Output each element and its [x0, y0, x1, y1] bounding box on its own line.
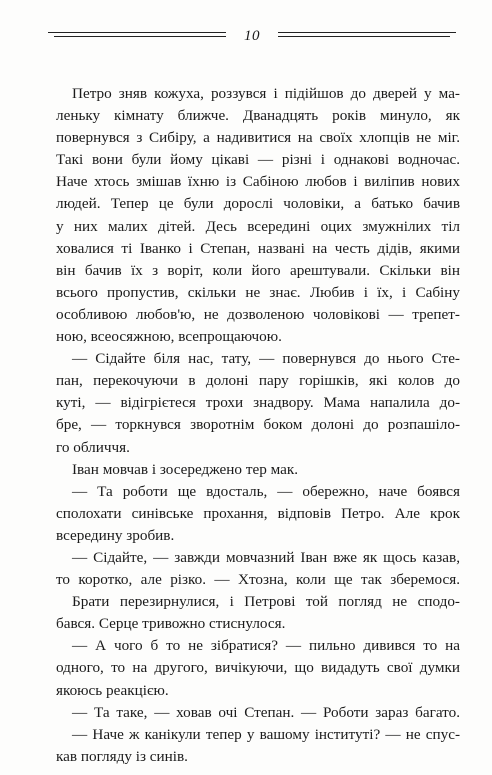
text-line: леньку кімнату ближче. Дванадцять років минуло, як — [56, 107, 460, 125]
body-text — [56, 83, 460, 768]
text-line: Наче хтось змішав їхню із Сабіною любов і виліпив нових — [56, 173, 460, 191]
text-line: бре, — торкнувся зворотнім боком долоні до розпашіло- — [56, 416, 460, 434]
text-line: то коротко, але різко. — Хтозна, коли ще так зберемося. — [56, 571, 460, 589]
text-line: — Та роботи ще вдосталь, — обережно, наче боявся — [72, 482, 460, 500]
text-line: — Та таке, — ховав очі Степан. — Роботи зараз багато. — [72, 703, 460, 721]
text-line: повернувся з Сибіру, а надивитися на своїх хлопців не міг. — [56, 129, 460, 147]
text-line: го обличчя. — [56, 438, 130, 456]
text-line: Брати перезирнулися, і Петрові той погляд не сподо- — [72, 593, 460, 611]
text-line: — Наче ж канікули тепер у вашому інституті? — не спус- — [72, 725, 460, 743]
text-line: Петро зняв кожуха, роззувся і підійшов до дверей у ма- — [72, 85, 460, 102]
text-line: — А чого б то не зібратися? — пильно дивився то на — [72, 637, 460, 655]
text-line: ною, всеосяжною, всепрощаючою. — [56, 328, 282, 346]
text-line: людей. Тепер це були дорослі чоловіки, а батько бачив — [56, 195, 460, 213]
page-header — [48, 26, 456, 46]
text-line: куті, — відігрієтеся трохи знадвору. Мама напалила до- — [56, 394, 460, 412]
text-line: він бачив їх з воріт, коли його арештували. Скільки він — [56, 261, 460, 279]
text-line: ховалися ті Іванко і Степан, названі на честь дідів, якими — [56, 239, 460, 257]
text-line: Іван мовчав і зосереджено тер мак. — [72, 460, 299, 478]
text-line: всередину зробив. — [56, 526, 175, 544]
text-line: одного, то на другого, вичікуючи, що видадуть свої думки — [56, 659, 460, 677]
page-number: 10 — [244, 28, 260, 44]
text-line: пан, перекочуючи в долоні пару горішків, які колов до — [56, 372, 460, 390]
text-line: у них малих дітей. Десь всередині оцих змужнілих тіл — [56, 217, 460, 235]
text-line: — Сідайте біля нас, тату, — повернувся до нього Сте- — [72, 350, 460, 368]
text-line: Такі вони були йому цікаві — різні і однакові водночас. — [56, 151, 460, 169]
text-line: кав погляду із синів. — [56, 747, 188, 765]
text-line: всього пропустив, скільки не знає. Любив і їх, і Сабіну — [56, 283, 460, 301]
text-line: — Сідайте, — завжди мовчазний Іван вже як щось казав, — [72, 548, 460, 566]
text-line: особливою любов'ю, не дозволеною чоловікові — трепет- — [56, 305, 460, 323]
text-line: якоюсь реакцією. — [56, 681, 169, 699]
text-line: сполохати синівське прохання, відповів Петро. Але крок — [56, 504, 460, 522]
header-rule-right — [278, 30, 456, 40]
text-line: бався. Серце тривожно стиснулося. — [56, 615, 286, 633]
